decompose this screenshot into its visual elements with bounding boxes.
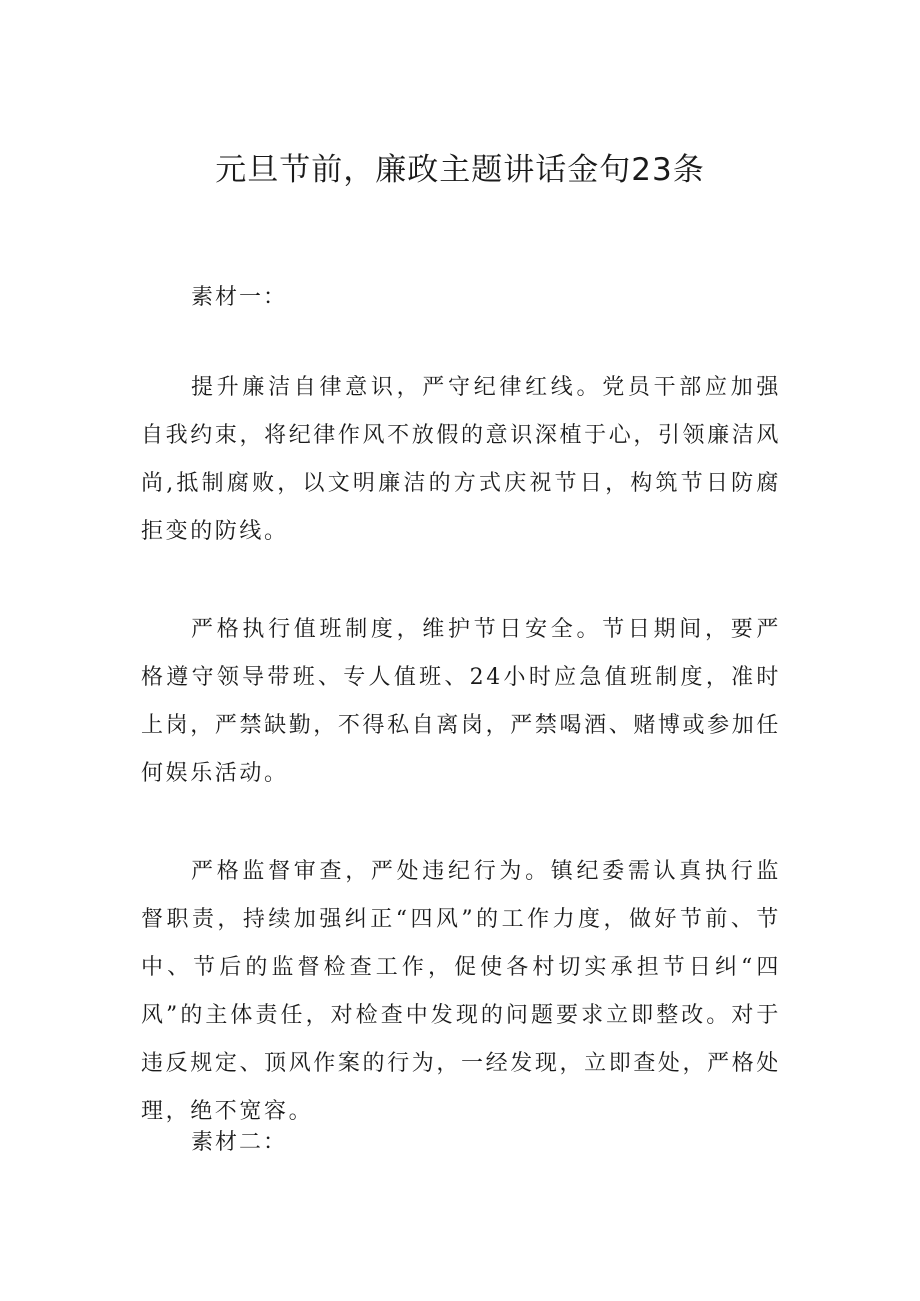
paragraph-3: 严格监督审查，严处违纪行为。镇纪委需认真执行监督职责，持续加强纠正“四风”的工作力度，做好节前、节中、节后的监督检查工作，促使各村切实承担节日纠“四风”的主体责任，对检查中发现的问题要求立即整改。对于违反规定、顶风作案的行为，一经发现，立即查处，严格处理，绝不宽容。 [141,859,781,1124]
section-label-2: 素材二： [191,1130,288,1155]
section-label-1: 素材一： [191,285,288,310]
paragraph-1: 提升廉洁自律意识，严守纪律红线。党员干部应加强自我约束，将纪律作风不放假的意识深植于心，引领廉洁风尚,抵制腐败，以文明廉洁的方式庆祝节日，构筑节日防腐拒变的防线。 [141,375,781,544]
paragraph-2: 严格执行值班制度，维护节日安全。节日期间，要严格遵守领导带班、专人值班、24小时应急值班制度，准时上岗，严禁缺勤，不得私自离岗，严禁喝酒、赌博或参加任何娱乐活动。 [141,617,781,786]
document-title: 元旦节前，廉政主题讲话金句23条 [215,152,705,188]
